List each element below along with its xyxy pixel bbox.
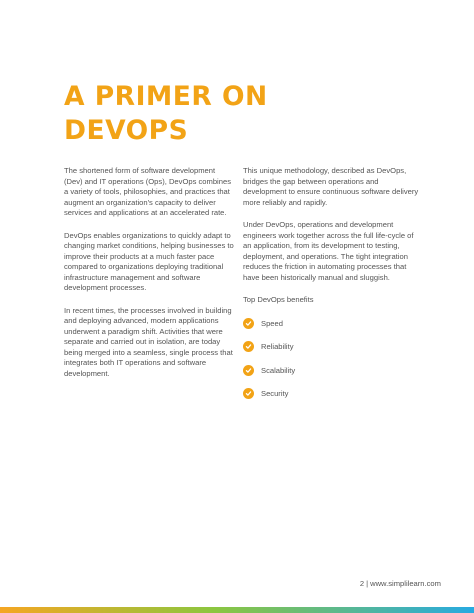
benefit-label: Scalability	[261, 365, 296, 375]
gradient-bottom-bar	[0, 607, 474, 613]
benefit-label: Security	[261, 389, 289, 398]
methodology-paragraph: This unique methodology, described as DevOps, bridges the gap between operations and development to ensure continuous software delivery more reliably and rapidly.	[243, 166, 419, 207]
check-circle-icon	[243, 318, 254, 329]
benefit-label: Speed	[261, 318, 283, 328]
paradigm-shift-paragraph: In recent times, the processes involved in building and deploying advanced, modern applications underwent a paradigm shift. Activities that were separate and carried out in isolation, are today being merged into a seamless, single process that integrates both IT operations and software development.	[64, 305, 233, 378]
benefits-heading: Top DevOps benefits	[243, 295, 314, 304]
benefit-item-security	[243, 388, 421, 399]
adaptation-paragraph: DevOps enables organizations to quickly adapt to changing market conditions, helping businesses to improve their products at a much faster pace compared to organizations deploying traditional infrastructure management and software development processes.	[64, 230, 234, 292]
intro-paragraph: The shortened form of software development (Dev) and IT operations (Ops), DevOps combines a variety of tools, philosophies, and practices that augment an organization's capacity to deliver services and applications at an accelerated rate.	[64, 166, 231, 217]
check-circle-icon	[243, 365, 254, 376]
page-title	[64, 80, 268, 148]
check-circle-icon	[243, 388, 254, 399]
right-column	[243, 166, 421, 412]
page-footer	[360, 579, 441, 588]
footer-separator: |	[366, 579, 369, 588]
website-link[interactable]: www.simplilearn.com	[370, 579, 441, 588]
benefit-label: Reliability	[261, 342, 294, 351]
check-circle-icon	[243, 341, 254, 352]
left-column	[64, 166, 234, 391]
page-number: 2	[359, 579, 365, 588]
benefit-item-speed	[243, 318, 421, 329]
title-line-2: DEVOPS	[64, 115, 189, 146]
benefits-list	[243, 318, 421, 400]
benefit-item-reliability	[243, 341, 421, 352]
benefit-item-scalability	[243, 365, 421, 376]
collaboration-paragraph: Under DevOps, operations and development engineers work together across the full life-cycle of an application, from its development to testing, deployment, and operations. The tight integration reduces the friction in automating processes that have been historically manual and sluggish.	[243, 220, 414, 282]
title-line-1: A PRIMER ON	[64, 81, 268, 112]
